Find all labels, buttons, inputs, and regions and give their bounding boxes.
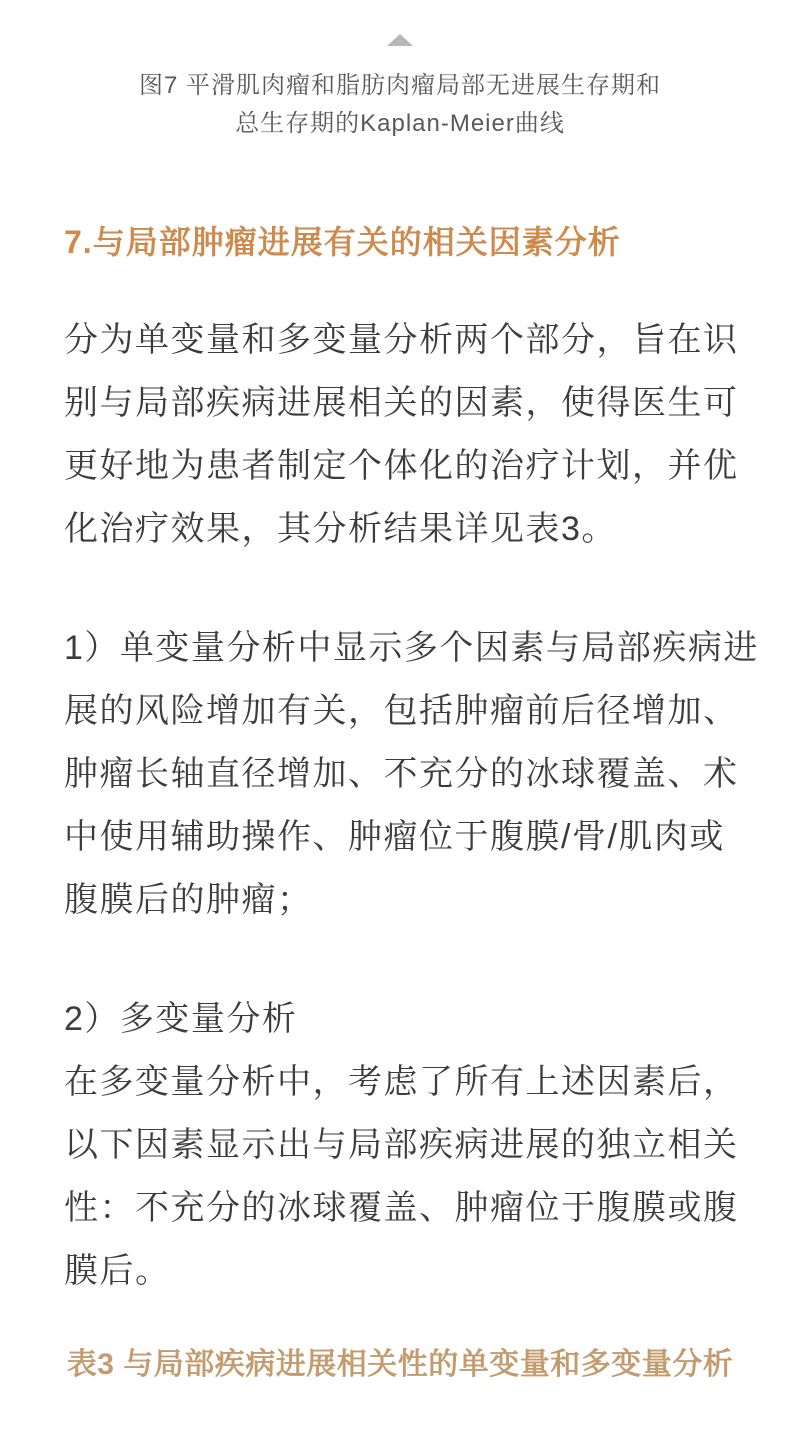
body-line: 膜后。 (64, 1252, 171, 1290)
article-page (0, 34, 800, 1453)
section-heading: 7.与局部肿瘤进展有关的相关因素分析 (64, 224, 621, 260)
body-line: 中使用辅助操作、肿瘤位于腹膜/骨/肌肉或 (64, 818, 725, 856)
figure-caption-line-1: 图7 平滑肌肉瘤和脂肪肉瘤局部无进展生存期和 (138, 72, 661, 99)
body-line: 展的风险增加有关，包括肿瘤前后径增加、 (64, 692, 739, 730)
body-line: 2）多变量分析 (64, 1000, 298, 1038)
body-line: 以下因素显示出与局部疾病进展的独立相关 (64, 1126, 739, 1164)
paragraph-overview (64, 309, 739, 561)
table-caption: 表3 与局部疾病进展相关性的单变量和多变量分析 (66, 1348, 734, 1381)
body-line: 1）单变量分析中显示多个因素与局部疾病进 (64, 629, 759, 667)
body-line: 分为单变量和多变量分析两个部分，旨在识 (64, 321, 739, 359)
figure-pointer (57, 34, 743, 47)
paragraph-univariate-analysis (64, 617, 759, 932)
body-line: 肿瘤长轴直径增加、不充分的冰球覆盖、术 (64, 755, 739, 793)
body-line: 性：不充分的冰球覆盖、肿瘤位于腹膜或腹 (64, 1189, 739, 1227)
body-line: 在多变量分析中，考虑了所有上述因素后， (64, 1063, 739, 1101)
body-line: 化治疗效果，其分析结果详见表3。 (64, 510, 617, 548)
body-line: 别与局部疾病进展相关的因素，使得医生可 (64, 384, 739, 422)
body-line: 腹膜后的肿瘤； (64, 881, 313, 919)
body-line: 更好地为患者制定个体化的治疗计划，并优 (64, 447, 739, 485)
figure-caption-line-2: 总生存期的Kaplan-Meier曲线 (235, 110, 565, 137)
up-triangle-icon (387, 34, 413, 46)
paragraph-multivariate-analysis (64, 988, 739, 1303)
figure-caption (57, 67, 743, 143)
